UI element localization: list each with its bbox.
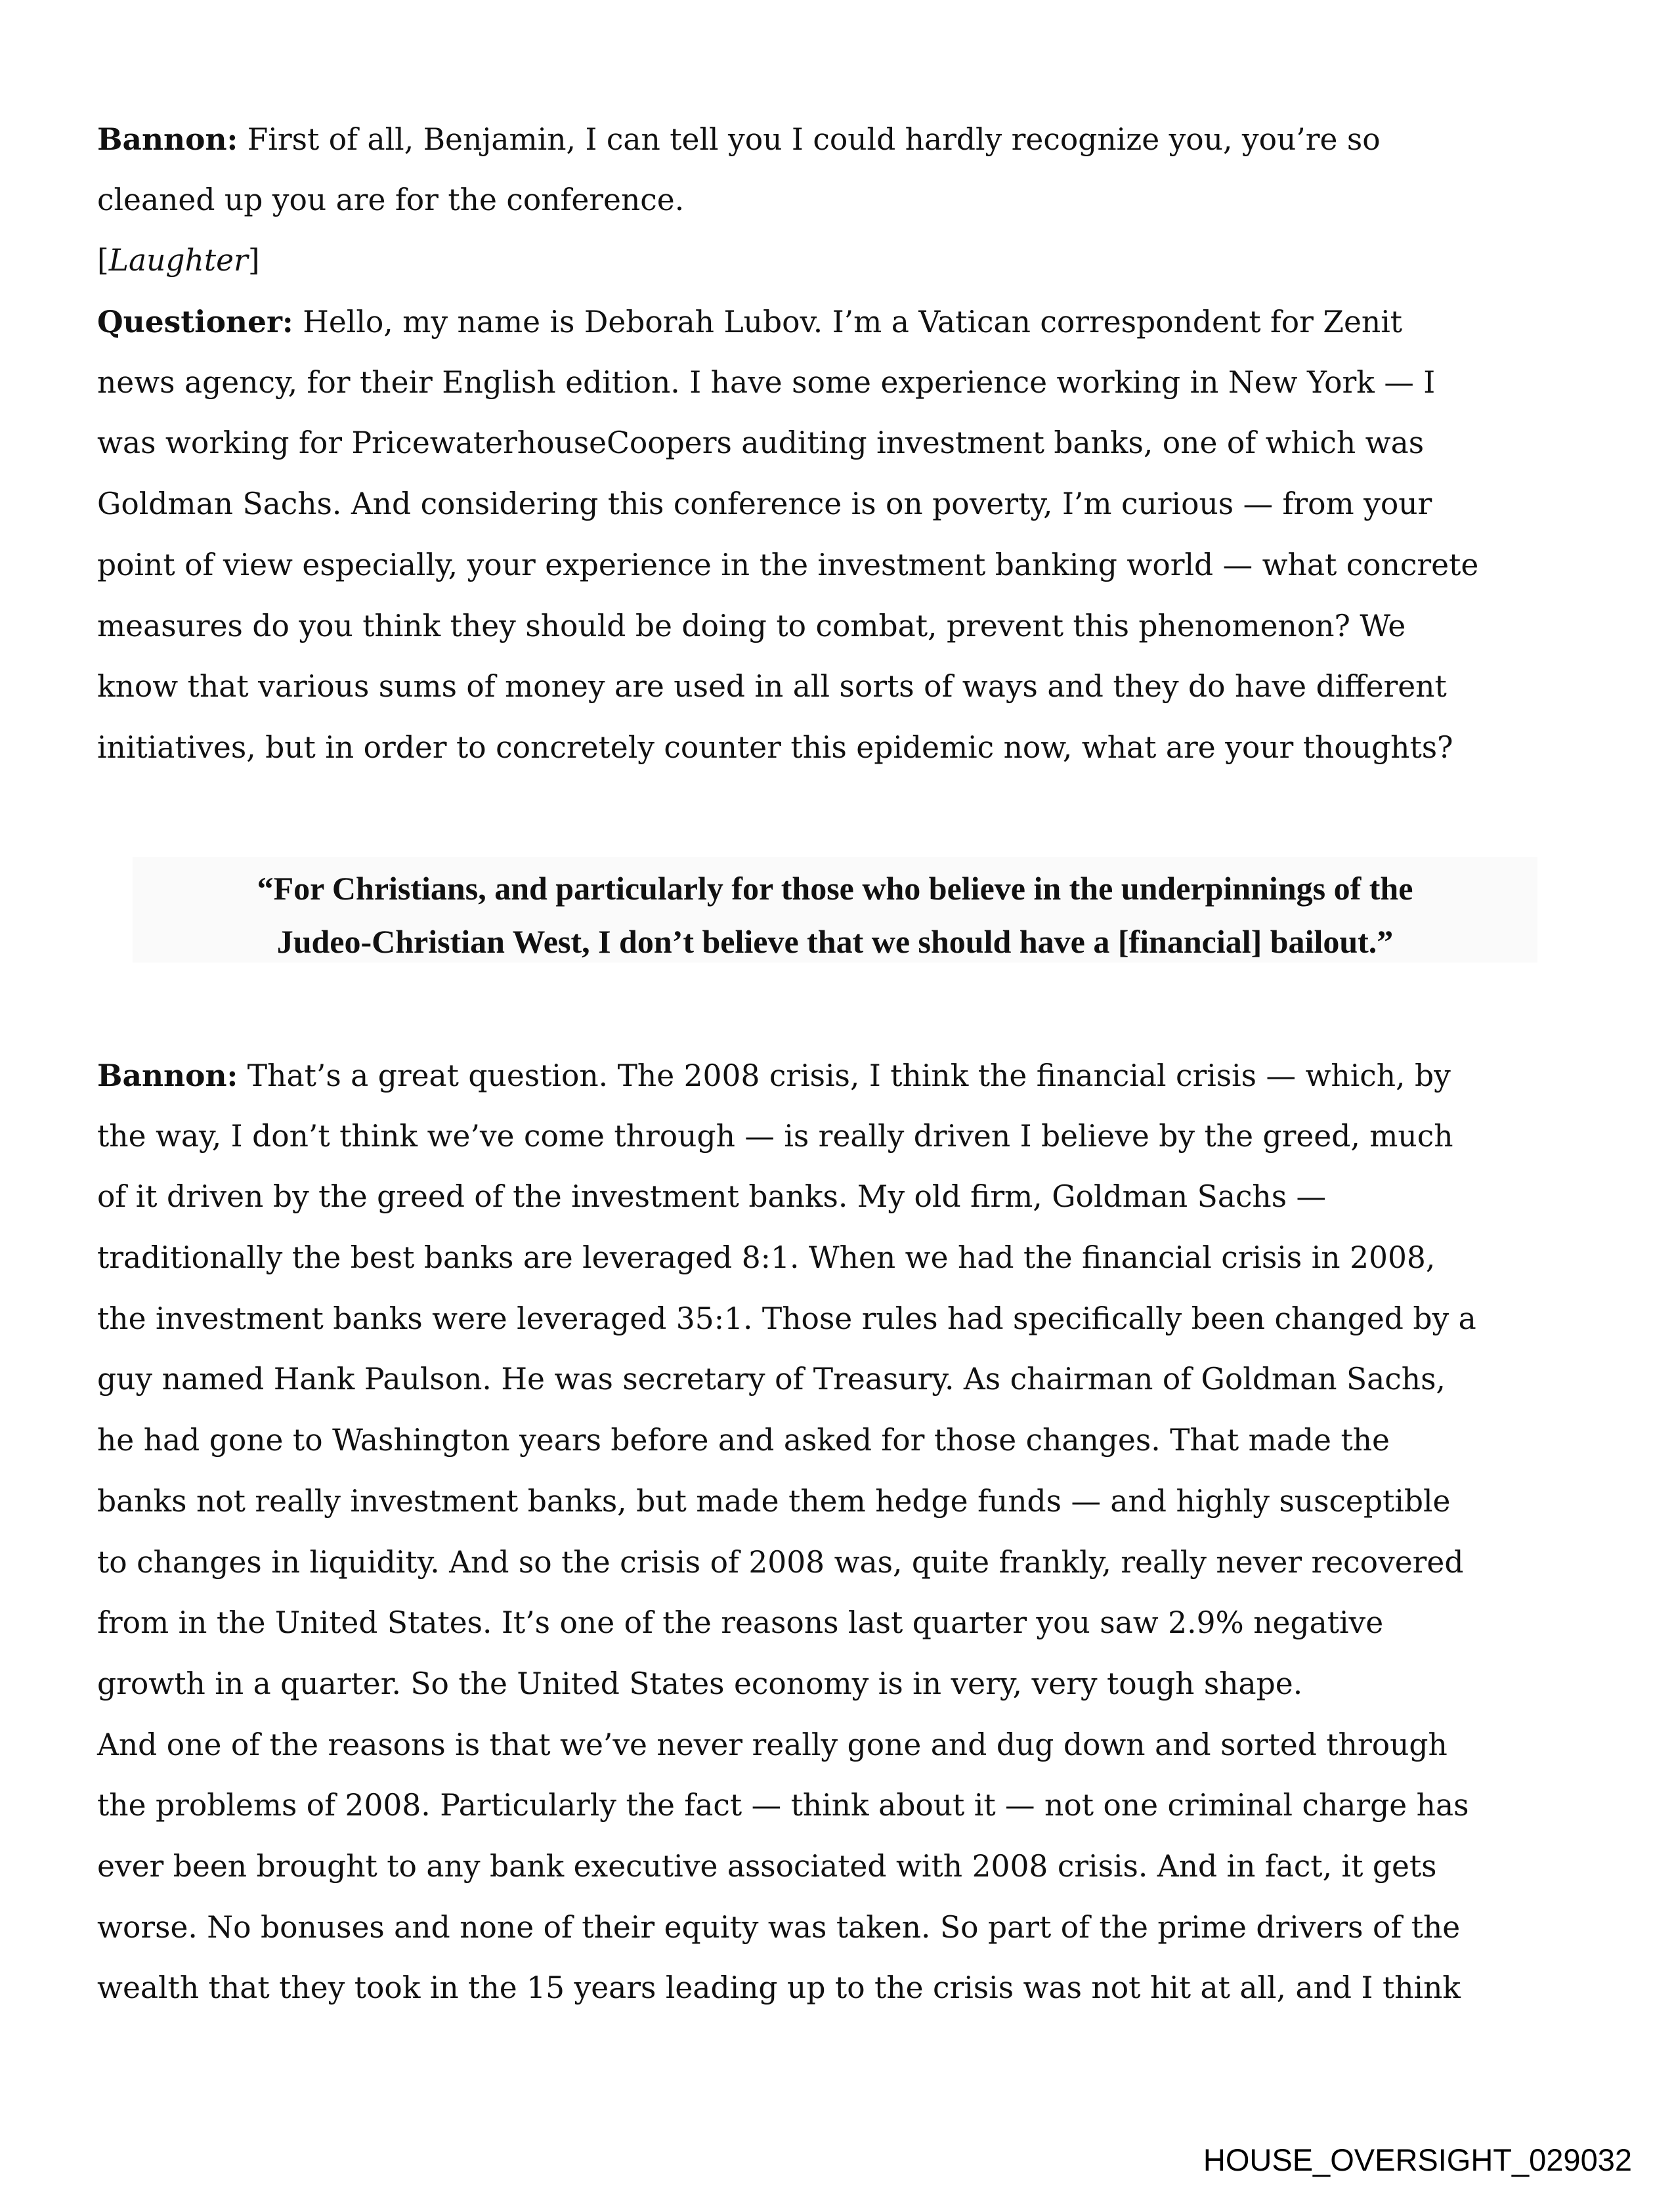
line-text: Goldman Sachs. And considering this conference is on poverty, I’m curious — from your (97, 487, 1432, 522)
line-text: news agency, for their English edition. I have some experience working in New York — I (97, 364, 1436, 400)
text-line (97, 1349, 1476, 1410)
text-line (97, 230, 1478, 292)
text-line (97, 1167, 1476, 1228)
text-line (97, 1410, 1476, 1471)
line-text: he had gone to Washington years before and asked for those changes. That made the (97, 1423, 1390, 1458)
bracket: [ (97, 243, 109, 278)
line-text: initiatives, but in order to concretely counter this epidemic now, what are your thoughts? (97, 729, 1453, 765)
text-line (97, 1228, 1476, 1289)
transcript-block-1 (97, 109, 1478, 779)
transcript-block-2 (97, 1045, 1476, 2019)
bates-number: HOUSE_OVERSIGHT_029032 (1203, 2142, 1632, 2177)
line-text: the problems of 2008. Particularly the fact — think about it — not one criminal charge has (97, 1788, 1469, 1823)
line-text: point of view especially, your experience in the investment banking world — what concrete (97, 547, 1479, 582)
speaker-label: Bannon: (97, 121, 238, 157)
line-text: worse. No bonuses and none of their equity was taken. So part of the prime drivers of the (97, 1909, 1461, 1945)
text-line (97, 1593, 1476, 1654)
line-text: of it driven by the greed of the investment banks. My old firm, Goldman Sachs — (97, 1179, 1327, 1215)
text-line (97, 353, 1478, 414)
text-line (97, 413, 1478, 474)
text-line (97, 1654, 1476, 1715)
line-text: ever been brought to any bank executive associated with 2008 crisis. And in fact, it gets (97, 1848, 1437, 1884)
text-line (97, 1775, 1476, 1836)
line-text: banks not really investment banks, but made them hedge funds — and highly susceptible (97, 1483, 1451, 1519)
line-text: was working for PricewaterhouseCoopers auditing investment banks, one of which was (97, 425, 1425, 461)
pull-quote (133, 857, 1537, 963)
text-line (97, 1471, 1476, 1532)
text-line (97, 596, 1478, 657)
text-line (97, 535, 1478, 596)
line-text: growth in a quarter. So the United States economy is in very, very tough shape. (97, 1666, 1303, 1701)
text-line (97, 1106, 1476, 1167)
text-line (97, 474, 1478, 535)
text-line (97, 1532, 1476, 1594)
text-line (97, 1898, 1476, 1959)
text-line (97, 1715, 1476, 1776)
speaker-label: Questioner: (97, 304, 293, 340)
text-line (97, 1289, 1476, 1350)
text-line (97, 109, 1478, 170)
pull-quote-line: Judeo-Christian West, I don’t believe that we should have a [financial] bailout.” (276, 923, 1394, 960)
line-text: the way, I don’t think we’ve come through — is really driven I believe by the greed, much (97, 1118, 1453, 1154)
text-line (97, 1958, 1476, 2019)
line-text: First of all, Benjamin, I can tell you I could hardly recognize you, you’re so (238, 122, 1381, 157)
text-line (97, 718, 1478, 779)
text-line (97, 1836, 1476, 1898)
line-text: measures do you think they should be doing to combat, prevent this phenomenon? We (97, 608, 1406, 643)
line-text: know that various sums of money are used in all sorts of ways and they do have different (97, 669, 1447, 705)
line-text: to changes in liquidity. And so the crisis of 2008 was, quite frankly, really never recovered (97, 1544, 1464, 1580)
text-line (97, 170, 1478, 231)
stage-direction: Laughter (108, 243, 248, 278)
bracket: ] (247, 243, 260, 278)
line-text: That’s a great question. The 2008 crisis, I think the financial crisis — which, by (238, 1058, 1451, 1093)
line-text: Hello, my name is Deborah Lubov. I’m a Vatican correspondent for Zenit (293, 305, 1403, 340)
line-text: traditionally the best banks are leveraged 8:1. When we had the financial crisis in 2008, (97, 1240, 1436, 1276)
text-line (97, 657, 1478, 718)
text-line (97, 292, 1478, 353)
speaker-label: Bannon: (97, 1058, 238, 1093)
line-text: from in the United States. It’s one of the reasons last quarter you saw 2.9% negative (97, 1605, 1384, 1641)
line-text: And one of the reasons is that we’ve never really gone and dug down and sorted through (97, 1727, 1448, 1762)
line-text: guy named Hank Paulson. He was secretary of Treasury. As chairman of Goldman Sachs, (97, 1362, 1446, 1397)
pull-quote-line: “For Christians, and particularly for those who believe in the underpinnings of the (257, 870, 1413, 907)
text-line (97, 1045, 1476, 1106)
line-text: cleaned up you are for the conference. (97, 182, 685, 217)
line-text: the investment banks were leveraged 35:1. Those rules had specifically been changed by a (97, 1301, 1476, 1336)
line-text: wealth that they took in the 15 years leading up to the crisis was not hit at all, and I think (97, 1970, 1461, 2006)
